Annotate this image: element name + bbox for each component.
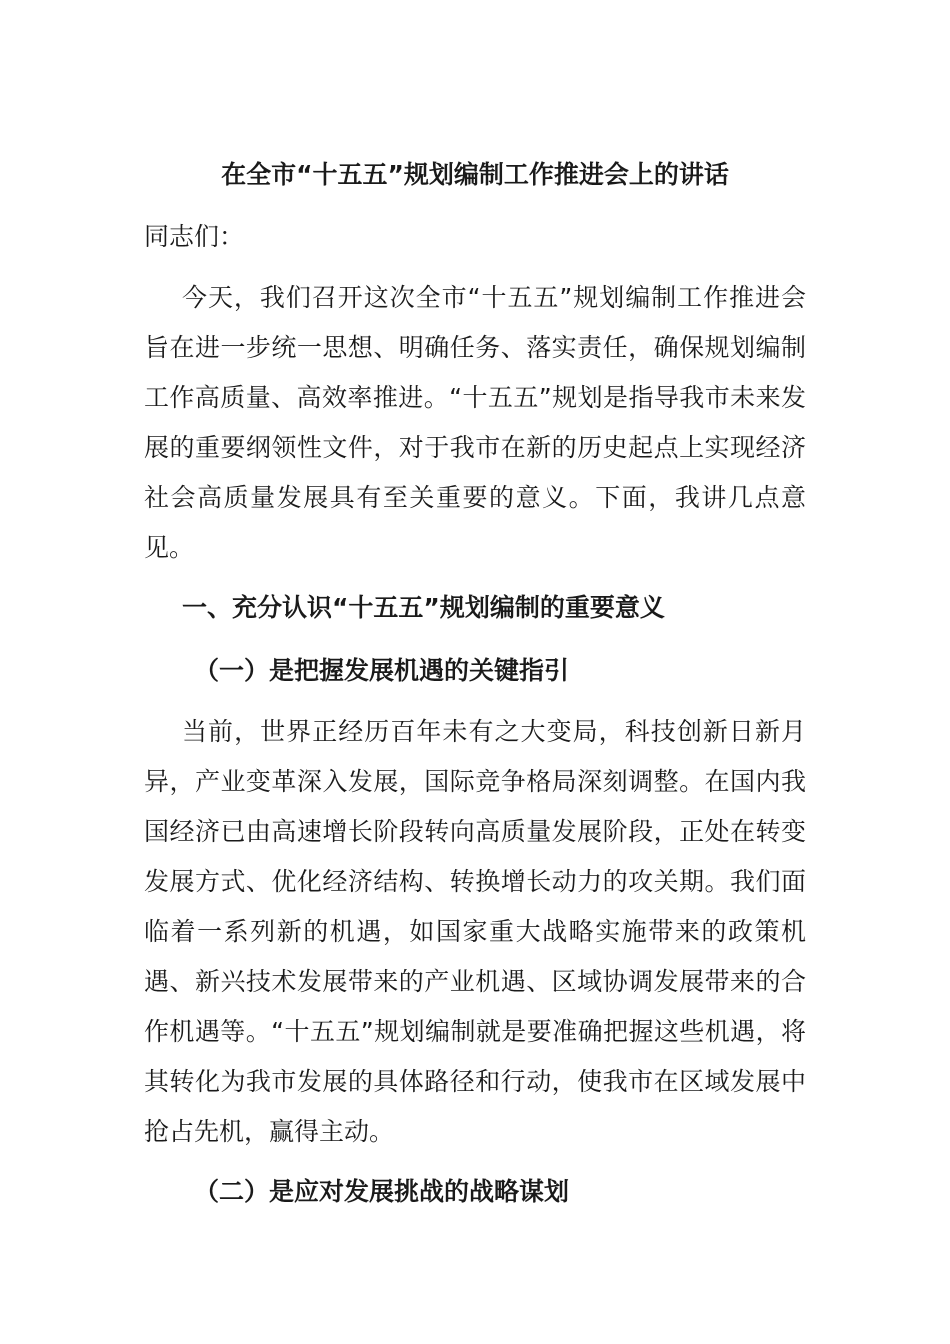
subsection-1-paragraph: 当前，世界正经历百年未有之大变局，科技创新日新月异，产业变革深入发展，国际竞争格局深刻调整。在国内我国经济已由高速增长阶段转向高质量发展阶段，正处在转变发展方式、优化经济结构、转换增长动力的攻关期。我们面临着一系列新的机遇，如国家重大战略实施带来的政策机遇、新兴技术发展带来的产业机遇、区域协调发展带来的合作机遇等。“十五五”规划编制就是要准确把握这些机遇，将其转化为我市发展的具体路径和行动，使我市在区域发展中抢占先机，赢得主动。 [144,717,806,1146]
intro-paragraph: 今天，我们召开这次全市“十五五”规划编制工作推进会旨在进一步统一思想、明确任务、落实责任，确保规划编制工作高质量、高效率推进。“十五五”规划是指导我市未来发展的重要纲领性文件，对于我市在新的历史起点上实现经济社会高质量发展具有至关重要的意义。下面，我讲几点意见。 [144,283,806,562]
salutation: 同志们： [144,222,245,251]
section-1-heading: 一、充分认识“十五五”规划编制的重要意义 [182,593,665,622]
subsection-1-heading: （一）是把握发展机遇的关键指引 [194,656,570,685]
document-title: 在全市“十五五”规划编制工作推进会上的讲话 [221,160,729,189]
subsection-2-heading: （二）是应对发展挑战的战略谋划 [194,1177,570,1206]
